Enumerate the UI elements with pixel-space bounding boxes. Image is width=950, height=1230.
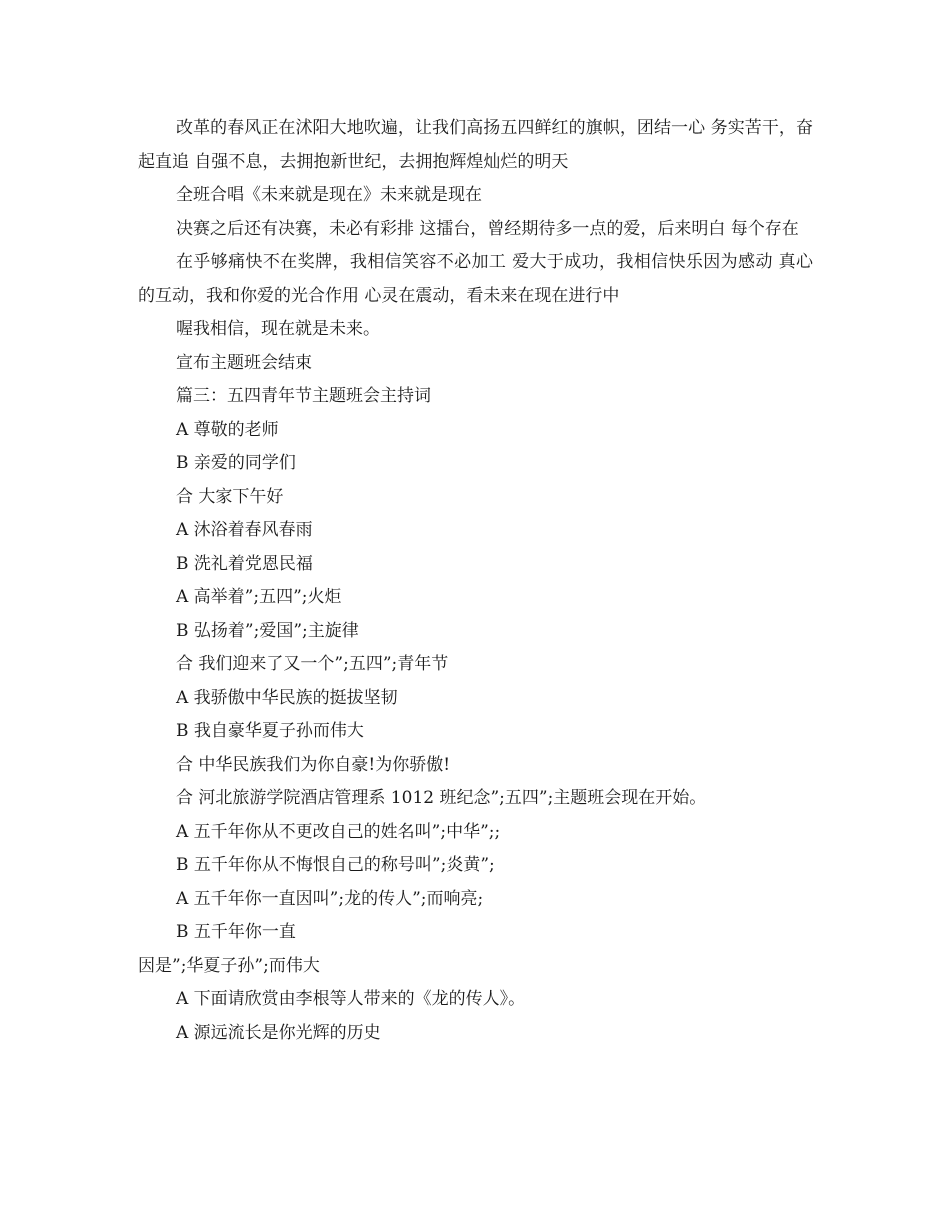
script-line: A 沐浴着春风春雨: [176, 520, 313, 540]
script-line: B 亲爱的同学们: [176, 453, 296, 473]
paragraph-lyrics-1: 决赛之后还有决赛，未必有彩排 这擂台，曾经期待多一点的爱，后来明白 每个存在: [176, 218, 799, 239]
script-line: A 尊敬的老师: [176, 419, 279, 440]
script-line: A 五千年你从不更改自己的姓名叫”;中华”;;: [176, 821, 501, 842]
script-line: 合 我们迎来了又一个”;五四”;青年节: [176, 654, 449, 674]
script-line: A 源远流长是你光辉的历史: [176, 1022, 381, 1043]
section-heading: 篇三：五四青年节主题班会主持词: [176, 386, 431, 406]
script-line: A 五千年你一直因叫”;龙的传人”;而响亮;: [176, 888, 484, 909]
paragraph-meeting-end: 宣布主题班会结束: [176, 352, 312, 373]
script-line: A 我骄傲中华民族的挺拔坚韧: [176, 687, 398, 708]
paragraph-lyrics-3: 喔我相信，现在就是未来。: [176, 319, 380, 339]
script-line: 合 河北旅游学院酒店管理系 1012 班纪念”;五四”;主题班会现在开始。: [176, 788, 707, 808]
paragraph-lyrics-2: 在乎够痛快不在奖牌，我相信笑容不必加工 爱大于成功，我相信快乐因为感动 真心的互动，我和你爱的光合作用 心灵在震动，看未来在现在进行中: [138, 252, 813, 306]
script-line-continuation: 因是”;华夏子孙”;而伟大: [138, 955, 320, 976]
script-line: A 下面请欣赏由李根等人带来的《龙的传人》。: [176, 989, 526, 1009]
paragraph-class-chorus: 全班合唱《未来就是现在》未来就是现在: [176, 185, 482, 205]
script-line: B 五千年你从不悔恨自己的称号叫”;炎黄”;: [176, 855, 495, 875]
script-line: B 洗礼着党恩民福: [176, 553, 313, 574]
script-line: 合 中华民族我们为你自豪!为你骄傲!: [176, 754, 451, 775]
document-body: [138, 112, 813, 1050]
script-line: A 高举着”;五四”;火炬: [176, 587, 342, 607]
script-line: B 我自豪华夏子孙而伟大: [176, 721, 364, 741]
paragraph-reform-spring: 改革的春风正在沭阳大地吹遍，让我们高扬五四鲜红的旗帜，团结一心 务实苦干，奋起直追 自强不息，去拥抱新世纪，去拥抱辉煌灿烂的明天: [138, 118, 813, 172]
script-line: 合 大家下午好: [176, 486, 284, 507]
script-line: B 五千年你一直: [176, 922, 296, 942]
script-line: B 弘扬着”;爱国”;主旋律: [176, 620, 359, 641]
